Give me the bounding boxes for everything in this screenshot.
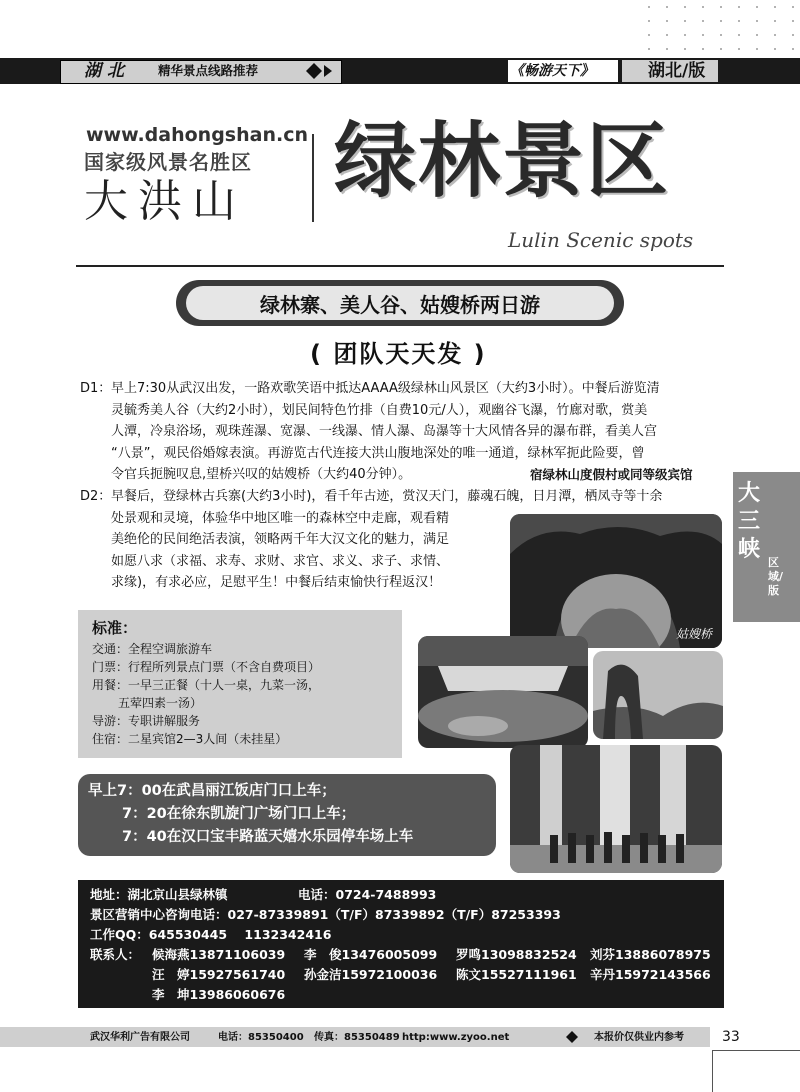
photo-rock-arch [593,651,723,739]
photo-waterfall-pool [418,636,588,748]
standards-list [92,640,320,748]
standards-item: 交通：全程空调旅游车 [92,642,213,656]
contact-qq: 工作QQ：645530445 1132342416 [90,927,332,942]
contact-person: 刘芬13886078975 [590,947,711,962]
contact-marketing: 景区营销中心咨询电话：027-87339891（T/F）87339892（T/F）87253393 [90,907,561,922]
scenic-title-en: Lulin Scenic spots [508,228,694,252]
pickup-item: 早上7：00在武昌丽江饭店门口上车； [88,783,336,799]
d2-line: 如愿八求（求福、求寿、求财、求官、求义、求子、求情、 [111,553,450,569]
standards-item: 导游：专职讲解服务 [92,714,201,728]
contact-person: 辛丹15972143566 [590,967,711,982]
dot-pattern [640,0,800,50]
d1-label: D1： [80,381,112,396]
contact-person: 孙金洁15972100036 [304,967,438,982]
standards-item: 用餐：一早三正餐（十人一桌，九菜一汤， [92,678,321,692]
d2-line: 美绝伦的民间绝活表演，领略两千年大汉文化的魅力，满足 [111,532,450,547]
header-edition: 湖北/版 [648,61,706,81]
sidebar-edition: 区域/版 [768,556,784,597]
d1-line: 人潭，冷泉浴场，观珠莲瀑、宽瀑、一线瀑、情人瀑、岛瀑等十大风情各异的瀑布群，看美人宫 [111,424,658,439]
contact-address: 地址：湖北京山县绿林镇 [90,887,228,902]
header-subtitle: 精华景点线路推荐 [158,63,259,78]
contact-phone: 电话：0724-7488993 [298,887,437,902]
photo-caption: 姑嫂桥 [675,627,712,641]
pickup-item: 7：20在徐东凯旋门广场门口上车； [122,806,356,822]
standards-heading: 标准： [92,619,138,637]
tour-subtitle: ( 团队天天发 ) [310,340,487,368]
mountain-name: 大洪山 [84,176,246,227]
footer-fax: 传真：85350489 [314,1032,400,1043]
header-magazine: 《畅游天下》 [510,63,594,79]
contact-person: 候海燕13871106039 [152,947,286,962]
scenic-title: 绿林景区 [334,114,671,209]
standards-item: 五荤四素一汤） [118,696,203,710]
contact-people-label: 联系人： [90,947,141,962]
footer-tel: 电话：85350400 [218,1032,304,1043]
page-number: 33 [722,1029,740,1045]
tour-title: 绿林寨、美人谷、姑嫂桥两日游 [186,286,614,320]
section-rule [76,265,724,267]
photo-waterfall-models [510,745,722,873]
d2-line: 求缘)，有求必应，足慰平生！中餐后结束愉快行程返汉！ [111,575,442,590]
contact-person: 汪 婷15927561740 [152,967,286,982]
photo-stone-bridge [510,514,722,648]
footer-web: http:www.zyoo.net [402,1032,510,1043]
footer-vertical-rule [712,1050,713,1092]
footer-note: 本报价仅供业内参考 [594,1032,684,1043]
rank-label: 国家级风景名胜区 [84,150,252,174]
footer-rule [712,1050,800,1051]
sidebar-region-name: 大三峡 [738,481,761,562]
d1-lodging: 宿绿林山度假村或同等级宾馆 [530,467,693,482]
d2-line: 早餐后，登绿林古兵寨(大约3小时)，看千年古迹，赏汉天门，藤魂石魄，日月潭，栖凤寺等十余 [111,489,663,504]
brand-divider [312,134,314,222]
standards-item: 住宿：二星宾馆2—3人间（未挂星） [92,732,288,746]
d2-label: D2： [80,489,112,504]
d2-line: 处景观和灵境，体验华中地区唯一的森林空中走廊，观看精 [111,510,450,526]
d1-line: 灵毓秀美人谷（大约2小时），划民间特色竹排（自费10元/人），观幽谷飞瀑，竹廊对歌，赏美 [111,402,648,418]
pickup-item: 7：40在汉口宝丰路蓝天嬉水乐园停车场上车 [122,829,414,845]
waterfall-models-illustration [510,745,722,873]
header-province: 湖北 [84,61,130,81]
contact-person: 李 俊13476005099 [304,947,438,962]
d1-line: 早上7:30从武汉出发，一路欢歌笑语中抵达AAAA级绿林山风景区（大约3小时）。中餐后游览清 [111,381,660,396]
contact-person: 陈文15527111961 [456,967,577,982]
diamond-arrow-icon [306,63,336,79]
contact-person: 罗鸣13098832524 [456,947,577,962]
footer-company: 武汉华利广告有限公司 [90,1032,190,1043]
contact-person: 李 坤13986060676 [152,987,286,1002]
d1-line: “八景”，观民俗婚嫁表演。再游览古代连接大洪山腹地深处的唯一通道，绿林军扼此险要，曾 [111,445,645,461]
footer-diamond-icon [566,1031,586,1043]
rock-arch-illustration [593,651,723,739]
website-url: www.dahongshan.cn [86,124,308,146]
waterfall-pool-illustration [418,636,588,748]
pickup-list [88,780,413,849]
standards-item: 门票：行程所列景点门票（不含自费项目） [92,660,321,674]
d1-line: 令官兵扼腕叹息,望桥兴叹的姑嫂桥（大约40分钟）。 [111,467,412,482]
